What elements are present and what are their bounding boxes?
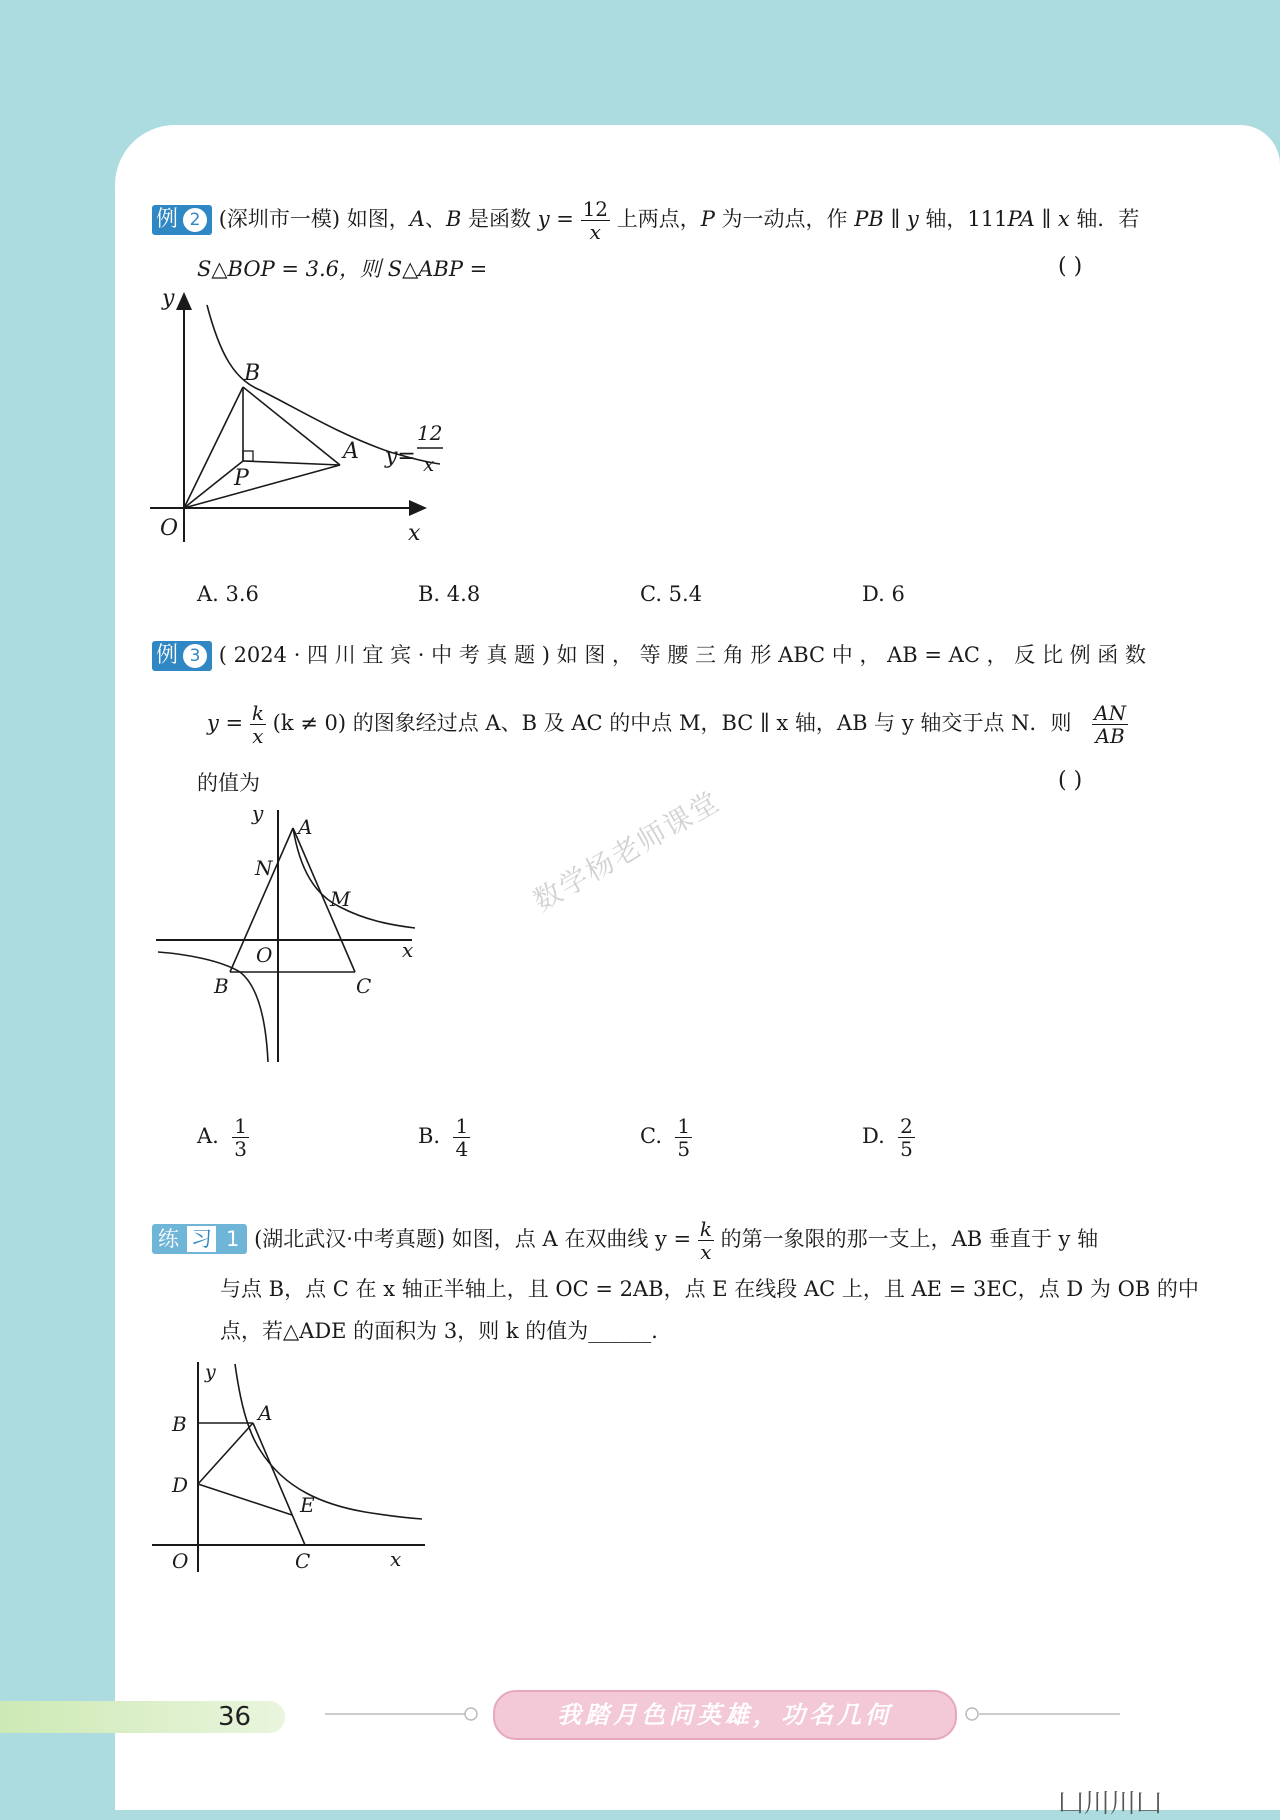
label-y: y [205,1361,216,1383]
fraction-k-over-x: $\frac{k}{x}$ [251,701,264,748]
practice-1-line-2: 与点 B，点 C 在 x 轴正半轴上，且 OC = 2AB，点 E 在线段 AC 上，且 AE = 3EC，点 D 为 OB 的中 [220,1277,1199,1301]
label-y: y [162,286,175,311]
label-M: M [330,887,351,911]
footer-right-ornament [965,1704,1125,1724]
label-O: O [160,516,179,541]
example-2-line-2: S△BOP = 3.6，则 S△ABP = [197,257,488,281]
practice-1-line-3: 点，若△ADE 的面积为 3，则 k 的值为______． [220,1319,673,1343]
label-N: N [255,856,273,880]
hyperbola-branch-1 [293,828,415,928]
footer-motto: 我踏月色问英雄，功名几何 [493,1690,957,1740]
segment-OA [184,465,340,508]
practice-1-line-1: 练 习 1 (湖北武汉·中考真题) 如图，点 A 在双曲线 y = $\frac{k}{x}$ 的第一象限的那一支上，AB 垂直于 y 轴 [152,1218,1098,1263]
option-b[interactable]: B. 4.8 [418,582,481,606]
label-E: E [300,1493,315,1517]
fraction-AN-over-AB: $\frac{AN}{AB}$ [1094,701,1127,748]
answer-paren: ( ) [1058,254,1083,279]
watermark: 数学杨老师课堂 [527,784,726,918]
curve-eq-den: x [423,452,435,476]
option-a[interactable]: A. 3.6 [197,582,259,606]
practice-badge: 练 习 1 [152,1224,247,1254]
right-angle-mark [243,451,253,461]
label-B: B [214,974,229,998]
label-A: A [258,1401,273,1425]
label-C: C [356,974,372,998]
label-D: D [172,1473,189,1497]
page-number: 36 [218,1702,252,1732]
option-d[interactable]: D. $\frac{2}{5}$ [862,1114,913,1161]
label-x: x [390,1547,402,1571]
corner-logo-mark: 凵川川凵 [1058,1789,1163,1819]
segment-AC [253,1423,305,1545]
figure-example-2 [140,280,470,550]
example-3-line-1: 例 3 ( 2024 · 四 川 宜 宾 · 中 考 真 题 ) 如 图 ， 等 腰 三 角 形 ABC 中 ， AB = AC ， 反 比 例 函 数 [152,640,1146,671]
example-2-line-1: 例 2 (深圳市一模) 如图，A、B 是函数 y = $\frac{12}{x}$ 上两点，P 为一动点，作 PB ∥ y 轴，111PA ∥ x 轴．若 [152,198,1139,243]
hyperbola-curve [235,1364,422,1519]
figure-example-3 [150,800,420,1070]
curve-eq-num: 12 [417,421,443,445]
fraction-12-over-x: $\frac{12}{x}$ [582,197,609,244]
segment-AB [243,387,340,465]
label-B: B [172,1412,187,1436]
label-P: P [234,466,249,491]
label-C: C [295,1549,311,1573]
label-x: x [408,521,421,546]
option-c[interactable]: C. $\frac{1}{5}$ [640,1114,691,1161]
segment-PA [243,461,340,465]
label-O: O [172,1549,189,1573]
option-d[interactable]: D. 6 [862,582,905,606]
curve-eq-y: y= [385,444,416,469]
segment-AD [198,1423,253,1484]
answer-paren: ( ) [1058,768,1083,793]
example-badge: 例 2 [152,205,212,235]
segment-DE [198,1484,292,1515]
label-O: O [256,943,273,967]
label-x: x [402,938,414,962]
hyperbola-branch-3 [158,952,268,1062]
example-3-line-3: 的值为 [197,771,260,795]
example-badge: 例 3 [152,641,212,671]
option-c[interactable]: C. 5.4 [640,582,703,606]
option-b[interactable]: B. $\frac{1}{4}$ [418,1114,469,1161]
fraction-k-over-x: $\frac{k}{x}$ [699,1217,712,1264]
option-a[interactable]: A. $\frac{1}{3}$ [197,1114,247,1161]
label-y: y [252,801,264,825]
label-A: A [298,815,313,839]
example-3-line-2: y = $\frac{k}{x}$ (k ≠ 0) 的图象经过点 A、B 及 AC 的中点 M，BC ∥ x 轴，AB 与 y 轴交于点 N．则 $\frac{AN}{AB}$ [207,701,1127,748]
label-B: B [244,361,261,386]
figure-practice-1 [150,1360,430,1575]
label-A: A [343,439,359,464]
footer-left-ornament [325,1704,480,1724]
hyperbola-curve [207,305,443,464]
